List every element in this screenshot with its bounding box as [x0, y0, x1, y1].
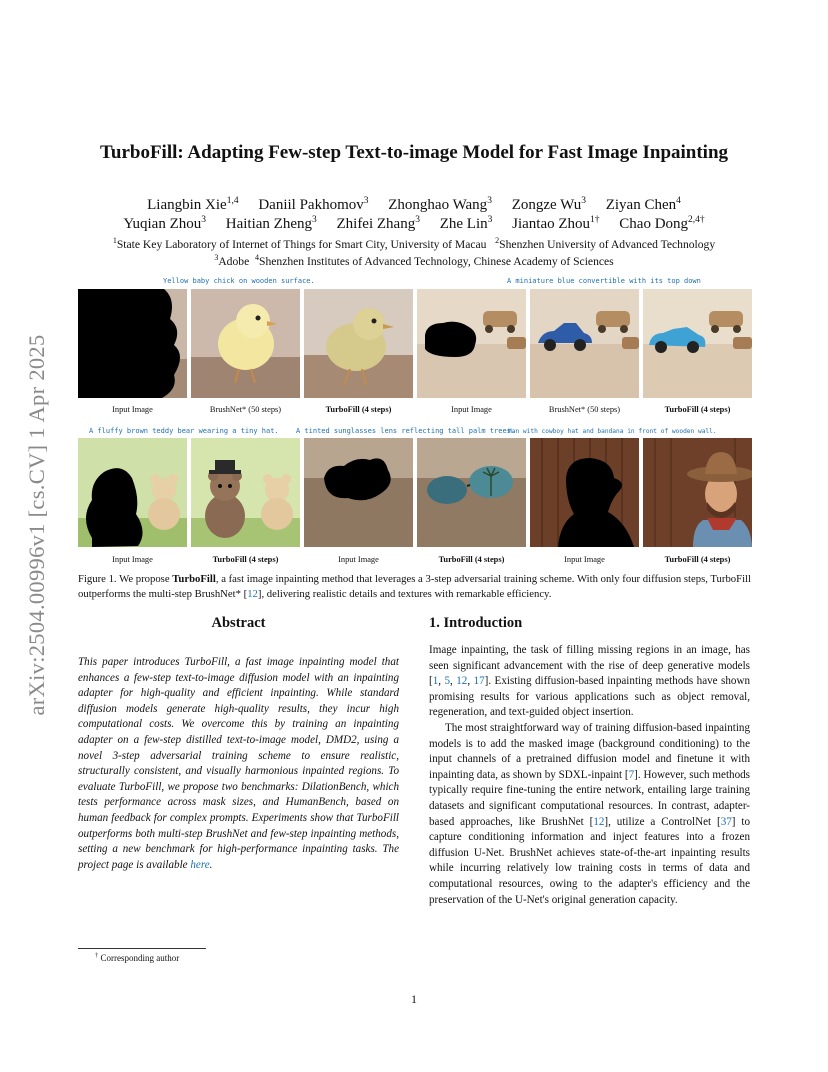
author: Yuqian Zhou$^3$: [123, 215, 206, 232]
author: Chao Dong$^{2,4\dagger}$: [619, 215, 705, 232]
prompt-glasses: A tinted sunglasses lens reflecting tall palm trees.: [296, 427, 516, 435]
prompt-bear: A fluffy brown teddy bear wearing a tiny hat.: [89, 427, 279, 435]
author-row-2: [60, 215, 768, 233]
prompt-chick: Yellow baby chick on wooden surface.: [163, 277, 315, 285]
footnote-divider: [78, 948, 206, 949]
author: Liangbin Xie$^{1,4}$: [147, 196, 239, 213]
citation-link[interactable]: 1: [432, 675, 439, 688]
project-page-link[interactable]: here: [190, 858, 210, 871]
author: Ziyan Chen$^4$: [605, 196, 681, 213]
affiliation-line-1: $^1$State Key Laboratory of Internet of Things for Smart City, University of Macau $^2$Shenzhen University of Advanced Technology: [112, 236, 716, 251]
chick-turbofill-image: [304, 289, 413, 398]
cowboy-input-image: [530, 438, 639, 547]
glasses-turbofill-image: [417, 438, 526, 547]
citation-link[interactable]: 7: [628, 768, 635, 781]
abstract-heading: Abstract: [211, 615, 266, 631]
label-turbofill: TurboFill (4 steps): [212, 555, 279, 564]
label-input-image: Input Image: [338, 555, 379, 564]
author: Zongze Wu$^3$: [511, 196, 586, 213]
label-turbofill: TurboFill (4 steps): [664, 405, 731, 414]
car-brushnet-image: [530, 289, 639, 398]
arxiv-identifier: [22, 290, 52, 760]
footnote: † Corresponding author: [95, 952, 180, 963]
citation-link[interactable]: 5: [444, 675, 451, 688]
author: Zhe Lin$^3$: [439, 215, 493, 232]
citation-link[interactable]: 12: [456, 675, 468, 688]
author: Jiantao Zhou$^{1\dagger}$: [512, 215, 600, 232]
author-row-1: [60, 196, 768, 214]
chick-brushnet-image: [191, 289, 300, 398]
label-input-image: Input Image: [564, 555, 605, 564]
label-turbofill: TurboFill (4 steps): [438, 555, 505, 564]
bear-turbofill-image: [191, 438, 300, 547]
label-input-image: Input Image: [112, 405, 153, 414]
bear-input-image: [78, 438, 187, 547]
author: Haitian Zheng$^3$: [225, 215, 317, 232]
label-turbofill: TurboFill (4 steps): [664, 555, 731, 564]
affiliation-line-2: $^3$Adobe $^4$Shenzhen Institutes of Advanced Technology, Chinese Academy of Sciences: [214, 253, 614, 268]
cowboy-turbofill-image: [643, 438, 752, 547]
citation-link[interactable]: 37: [720, 815, 732, 828]
prompt-car: A miniature blue convertible with its top down: [507, 277, 701, 285]
label-brushnet: BrushNet* (50 steps): [209, 405, 282, 414]
author: Zhifei Zhang$^3$: [336, 215, 420, 232]
intro-paragraph-1: Image inpainting, the task of filling missing regions in an image, has seen significant advancement with the rise of deep generative models [1, 5, 12, 17]. Existing diffusion-based inpainting methods have shown promising results for various applications such as object removal, regeneration, and text-guided object insertion.: [429, 644, 751, 719]
label-turbofill: TurboFill (4 steps): [325, 405, 392, 414]
page-number: 1: [411, 992, 417, 1006]
glasses-input-image: [304, 438, 413, 547]
author: Daniil Pakhomov$^3$: [258, 196, 369, 213]
introduction-text: [429, 643, 750, 908]
paper-title: TurboFill: Adapting Few-step Text-to-image Model for Fast Image Inpainting: [99, 142, 729, 163]
car-turbofill-image: [643, 289, 752, 398]
intro-paragraph-2: The most straightforward way of training diffusion-based inpainting models is to add the masked image (background conditioning) to the input channels of a pretrained diffusion model and finetune it with inpainting data, as shown by SDXL-inpaint [7]. However, such methods typically require fine-tuning the entire network, entailing large training datasets and significant computational resources. In contrast, adapter-based approaches, like BrushNet [12], utilize a ControlNet [37] to capture conditioning information and inject features into a frozen diffusion U-Net. BrushNet achieves state-of-the-art inpainting results while incurring relatively low training costs in terms of data and computational resources, owing to the adapter's efficiency and the preservation of the U-Net's original generation capacity.: [429, 721, 750, 906]
prompt-cowboy: Man with cowboy hat and bandana in front of wooden wall.: [508, 428, 717, 435]
figure-caption: Figure 1. We propose TurboFill, a fast image inpainting method that leverages a 3-step adversarial training scheme. With only four diffusion steps, TurboFill outperforms the multi-step BrushNet* [12], delivering realistic details and textures with remarkable efficiency.: [78, 573, 751, 600]
abstract-text: This paper introduces TurboFill, a fast image inpainting model that enhances a few-step text-to-image diffusion model with an inpainting adapter for high-quality and efficient inpainting. While standard diffusion models generate high-quality results, they incur high computational costs. We overcome this by training an inpainting adapter on a few-step distilled text-to-image model, DMD2, using a novel 3-step adversarial training scheme to ensure realistic, structurally consistent, and visually harmonious inpainted regions. To evaluate TurboFill, we propose two benchmarks: DilationBench, which tests performance across mask sizes, and HumanBench, based on human feedback for complex prompts. Experiments show that TurboFill outperforms both multi-step BrushNet and few-step inpainting methods, setting a new benchmark for high-performance inpainting tasks. The project page is available here.: [78, 656, 399, 871]
citation-link[interactable]: 17: [473, 675, 485, 688]
label-input-image: Input Image: [112, 555, 153, 564]
label-brushnet: BrushNet* (50 steps): [548, 405, 621, 414]
introduction-heading: 1. Introduction: [429, 615, 523, 631]
arxiv-identifier-text: arXiv:2504.00996v1 [cs.CV] 1 Apr 2025: [24, 334, 49, 716]
citation-link[interactable]: 12: [247, 588, 258, 600]
citation-link[interactable]: 12: [593, 815, 605, 828]
label-input-image: Input Image: [451, 405, 492, 414]
author: Zhonghao Wang$^3$: [388, 196, 492, 213]
chick-input-image: [78, 289, 187, 398]
car-input-image: [417, 289, 526, 398]
